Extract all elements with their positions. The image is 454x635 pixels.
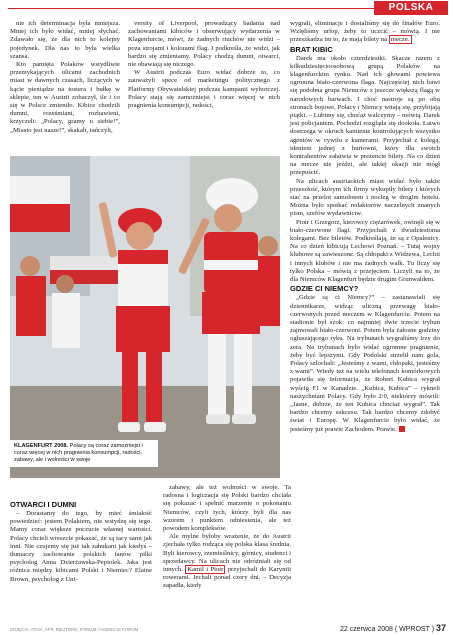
caption-text: Polacy są coraz zamożniejsi i coraz więcej w nich pragnienia konsumpcji, radości, zabawy, ale i wolności w swoje [14, 443, 143, 463]
page-footer: 22 czerwca 2008 ( WPROST ) 37 [339, 623, 446, 633]
highlighted-phrase: mecze. [390, 36, 410, 44]
highlighted-phrase: Kamil i Piotr [187, 566, 224, 574]
paragraph: zabawy, ale też wolności w swoje. Ta radosna i logiczacja się Polski bardzo chciała się pokazać i spełnić marzenie o pokonaniu Niemców, czyli tych, którzy byli dla nas wzorem i punktem odniesienia, ale też powodem kompleksów. [163, 484, 291, 533]
photo-illustration [10, 156, 280, 478]
page-number: 37 [435, 623, 446, 633]
photo-caption [10, 440, 158, 467]
paragraph: Darek ma około czterdziestki. Skacze razem z kilkudziesięcioosobową grupą Polaków na klagenfurckim rynku. Nad ich głowami powiewa ogromna biało-czerwona flaga. Najczęściej nich bawi się podobna grupa Niemców z jeszcze większą flagą w narodowych barwach. I choć nastroje są po obu stronach bojowe, Polacy i Niemcy witają się, przybijają piątki. – Lubimy się, choćaż walczymy – mówią. Darek jest policjantem. Pochodzi rozgląda się dookoła. Łatwo dostrzega w okruch kamienie kontrolujących wszystko agentów w cywilu z kamerami. Przyjechał z kolegą, identem jednej z hurtowni, który dla swoich kontrahentów załatwia w prezencie bilety. Na co dzień na mecze nie jeździ, ale takiej okazji nie mógł przepuścić. [290, 54, 440, 177]
paragraph: nie ich determinacja była mniejsza. Mniej ich było widać, mniej słychać. Zdawało się, że dla nich to kolejny pojedynek. Dla nas to była wielka szansa. [10, 20, 120, 60]
issue-date: 22 czerwca 2008 [339, 626, 393, 633]
photo-credits: ZDJĘCIA: ATHA, AFP, REUTERS, FORUM / AGENCJA FORUM [10, 627, 139, 632]
column-2 [128, 20, 280, 110]
section-tab: POLSKA [374, 1, 448, 15]
column-1 [10, 20, 120, 135]
paragraph: Kto pamięta Polaków wstydliwie przemykających ulicami zachodnich miast w dawnych czasach, liczących w kącie pieniądze na tostera i bułkę w sklepie, ten w Austrii zobaczył, ile i co się w Polsce zmieniło. Kibice chodzili dumni, roześmiani, rozbawieni, krzyczeli: „Polacy, gramy u siebie!”, „Miasto jest nasze!”, skakali, tańczyli, [10, 61, 120, 134]
paragraph: Ale mylne byłoby wrażenie, że do Austrii zjechała tylko rodząca się polska klasa średnia. Byli kierowcy, rzemieślnicy, górnicy, studenci i sprzedawcy. Na ulicach nie odróżniali się od innych. Kamil i Piotr przyjechali do Karyntii rowerami. Jechali ponad czery dni. – Decyzja zapadła, kiedy [163, 533, 291, 590]
subheading: BRAT KIBIC [290, 44, 333, 54]
subheading: OTWARCI I DUMNI [10, 500, 77, 509]
column-1-bottom [10, 500, 152, 584]
end-of-article-mark [399, 426, 405, 432]
paragraph: W Austrii podczas Euro widać dobrze to, co zauważyli spece od marketingu politycznego z Platformy Obywatelskiej podczas kampanii wyborczej. Polacy stają się zamożniejsi i coraz więcej w nich pragnienia konsumpcji, radości, [128, 69, 280, 110]
paragraph: „Gdzie są ci Niemcy?” – zastanawiali się dziennikarze, widząc uliczną przewagę biało-czerwonych przed meczem w Klagenfurcie. Potem na stadionie był szok: co najmniej dwie trzecie trybun zajmowali biało-czerwoni. Potem była żałosne godziny ogłuszającego ryku. Na trybunach wygraliśmy trzy do zera. Na trybunach było widać ogromne pragnienie, żeby być lepszymi. Gdy Podolski strzelił nam gola, Polacy szlochali: „Jesteśmy z wami, chłopaki, jesteśmy z wami”. Wtedy też na wielu telefonach komórkowych pojawiła się informacja, że Robert Kubica wygrał wyścig F1 w Kanadzie. „Kubica, Kubica” – rykneli naszychniani Polacy. Gdy było 2:0, niektórzy mówili: „Jasne, dobrze, że ten Kubica chociaż wygrał”. Tak bardzo chcemy sukcesu. Tak bardzo chcemy zdobyć świat i Europę. W Klagenfurcie było widać, że jesteśmy już prawie Zachodem. Prawie. [290, 294, 440, 433]
top-rule [8, 8, 380, 9]
paragraph: Na ulicach austriackich miast widać było także przeszłość, którym ich firmy wykupiły bilety i których stać na przelot samolotem i nocleg w drogim hotelu. Można było spotkać redaktorów naczelnych znanych pism, szefów wydawnictw. [290, 177, 440, 218]
paragraph: wygrali, eliminacje i dostaliśmy się do finałów Euro. Wzięliśmy urlop, żeby to uczcić – mówią. I nie przeszkadza im to, że mają bilety na mecze. [290, 20, 440, 44]
column-2-bottom [163, 484, 291, 591]
photo-polish-fans [10, 156, 280, 478]
caption-title: KLAGENFURT 2008. [14, 443, 69, 449]
column-3 [290, 20, 440, 434]
paragraph: – Dorastamy do tego, by mieć śmiałość powiedzieć: jestem Polakiem, nie wstydzę się tego. Mamy coraz większe poczucie własnej wartości. Polacy chcieli wreszcie pokazać, że są tacy sami jak inni. Nie czujemy się już tak zahukani jak kiedyś – tłumaczy zachowanie polskich fanów pilki psycholog Anna Dzierżawska-Pepiolek. Jaka jest różnica między kibicami Polski i Niemiec? Elaine Brown, psycholog z Uni- [10, 510, 152, 583]
subheading: GDZIE CI NIEMCY? [290, 284, 359, 294]
paragraph: versity of Liverpool, prowadzący badania nad zachowaniami kibiców i obserwujący wydarzenia w Klagenfurcie, mówi, że żadnych riuchów nie widzi – poza strojami i kolorami flag. I podkreśla, że widzi, jak bardzo się zmieniamy. Polacy chodzą dumni, otwarci, nie obawiają się niczego. [128, 20, 280, 69]
magazine-name: WPROST [399, 626, 430, 633]
paragraph: Piotr i Grzegorz, kierowcy ciężarówek, owinęli się w biało-czerwone flagi. Przyjechali z dwudziestoma kolegami. Bez biletów. Podkreślają, że są z Opalenicy. Na co dzień kibicują Lechowi Poznań. – Tutaj wojny klubowe są zawieszone. Są chłopaki z Widzewa, Lechii i innych klubów i nie ma żadnych walk. Tu liczy się tylko Polska – mówią z przejęciem. Liczyli na to, że dla Niemców Klagenfurt będzie drugim Grunwaldem. [290, 218, 440, 284]
